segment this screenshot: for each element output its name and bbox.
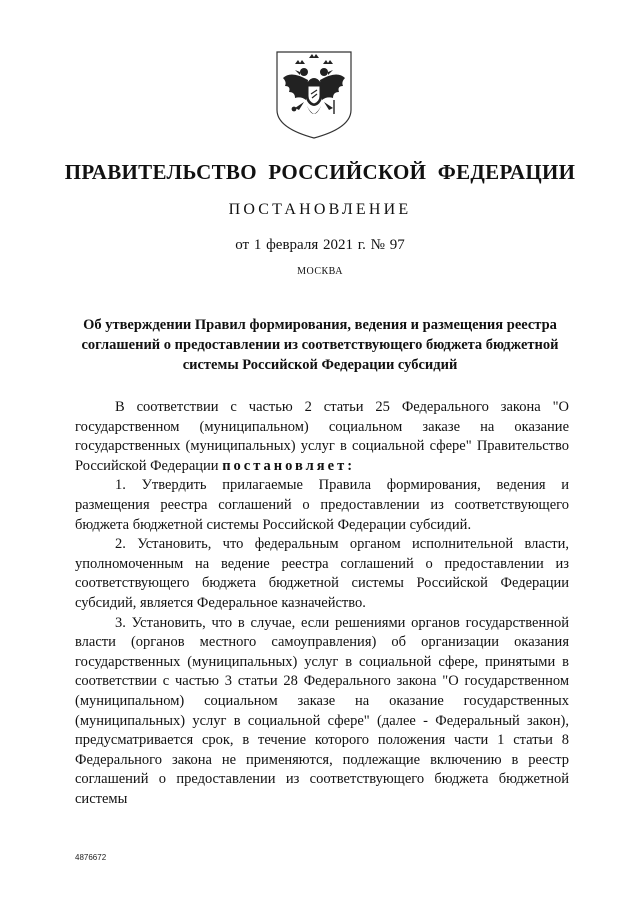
- resolution-item-2: 2. Установить, что федеральным органом исполнительной власти, уполномоченным на ведение реестра соглашений о предоставлении из соответствующего бюджета бюджетной системы Российской Федерации субсидий, является Федеральное казначейство.: [75, 536, 569, 611]
- resolves-word: постановляет:: [222, 457, 356, 474]
- document-id: 4876672: [75, 853, 107, 862]
- coat-of-arms-icon: [271, 48, 357, 140]
- preamble-text: В соответствии с частью 2 статьи 25 Федерального закона "О государственном (муниципальном) социальном заказе на оказание государственных (муниципальных) услуг в социальной сфере" Правительство Российской Федерации: [75, 399, 569, 474]
- document-heading: Об утверждении Правил формирования, ведения и размещения реестра соглашений о предоставлении из соответствующего бюджета бюджетной системы Российской Федерации субсидий: [81, 317, 559, 373]
- document-body: [75, 398, 569, 809]
- resolution-item-3: 3. Установить, что в случае, если решениями органов государственной власти (органов местного самоуправления) об организации оказания государственных (муниципальных) услуг в социальной сфере, принятыми в соответствии с частью 3 статьи 28 Федерального закона "О государственном (муниципальном) социальном заказе на оказание государственных (муниципальных) услуг в социальной сфере" (далее - Федеральный закон), предусматривается срок, в течение которого положения части 1 статьи 8 Федерального закона не применяются, подлежащие включению в реестр соглашений о предоставлении из соответствующего бюджета бюджетной системы: [75, 614, 569, 807]
- document-type: ПОСТАНОВЛЕНИЕ: [228, 201, 412, 218]
- document-city: МОСКВА: [297, 266, 343, 277]
- document-date-number: от 1 февраля 2021 г. № 97: [235, 237, 405, 253]
- preamble-paragraph: [75, 398, 569, 476]
- government-title: ПРАВИТЕЛЬСТВО РОССИЙСКОЙ ФЕДЕРАЦИИ: [64, 160, 576, 184]
- resolution-item-1: 1. Утвердить прилагаемые Правила формирования, ведения и размещения реестра соглашений о предоставлении из соответствующего бюджета бюджетной системы Российской Федерации субсидий.: [75, 477, 569, 533]
